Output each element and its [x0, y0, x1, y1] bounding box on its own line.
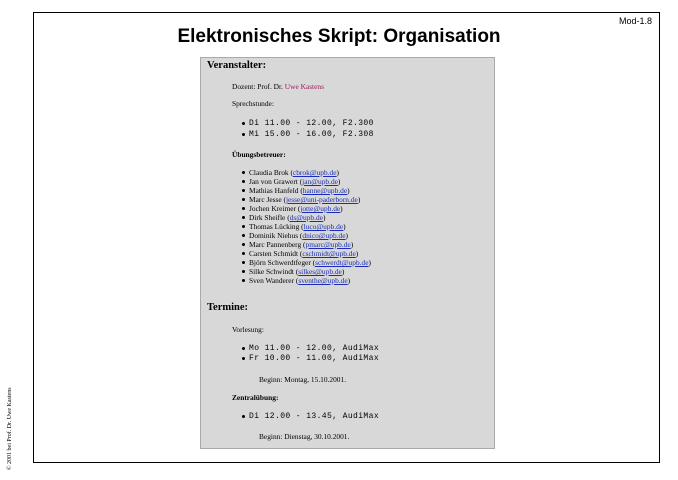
- email-link[interactable]: hanne@upb.de: [302, 186, 348, 195]
- list-item: Marc Pannenberg (pmarc@upb.de): [249, 240, 354, 249]
- list-item: Silke Schwindt (silkes@upb.de): [249, 267, 345, 276]
- list-item: Carsten Schmidt (cschmidt@upb.de): [249, 249, 359, 258]
- zentral-beginn: Beginn: Dienstag, 30.10.2001.: [259, 432, 350, 441]
- zentral-item: Di 12.00 - 13.45, AudiMax: [249, 412, 380, 421]
- list-item: Thomas Lücking (luco@upb.de): [249, 222, 346, 231]
- betreuer-name: Silke Schwindt: [249, 267, 294, 276]
- email-link[interactable]: cschmidt@upb.de: [302, 249, 356, 258]
- dozent-prefix: Dozent: Prof. Dr.: [232, 82, 285, 91]
- email-link[interactable]: ds@upb.de: [289, 213, 323, 222]
- betreuer-name: Marc Pannenberg: [249, 240, 302, 249]
- email-link[interactable]: dnico@upb.de: [302, 231, 346, 240]
- betreuer-name: Jan von Grawert: [249, 177, 298, 186]
- email-link[interactable]: cbrok@upb.de: [292, 168, 337, 177]
- sprechstunde-label: Sprechstunde:: [232, 99, 274, 108]
- email-link[interactable]: jesse@uni-paderborn.de: [285, 195, 358, 204]
- sprechstunde-item: Di 11.00 - 12.00, F2.300: [249, 119, 374, 128]
- list-item: Dirk Sheifle (ds@upb.de): [249, 213, 326, 222]
- email-link[interactable]: jotte@upb.de: [300, 204, 341, 213]
- betreuer-name: Björn Schwerdtfeger: [249, 258, 311, 267]
- zentral-label: Zentralübung:: [232, 393, 279, 402]
- list-item: Sven Wanderer (sventhe@upb.de): [249, 276, 351, 285]
- content-panel: [200, 57, 495, 449]
- email-link[interactable]: sventhe@upb.de: [298, 276, 348, 285]
- betreuer-name: Thomas Lücking: [249, 222, 300, 231]
- betreuer-name: Mathias Hanfeld: [249, 186, 299, 195]
- betreuer-name: Claudia Brok: [249, 168, 289, 177]
- vorlesung-item: Fr 10.00 - 11.00, AudiMax: [249, 354, 380, 363]
- email-link[interactable]: schwerdt@upb.de: [315, 258, 369, 267]
- sprechstunde-item: Mi 15.00 - 16.00, F2.308: [249, 130, 374, 139]
- email-link[interactable]: pmarc@upb.de: [305, 240, 351, 249]
- list-item: Jan von Grawert (jan@upb.de): [249, 177, 341, 186]
- slide-title: Elektronisches Skript: Organisation: [177, 26, 501, 47]
- email-link[interactable]: silkes@upb.de: [298, 267, 342, 276]
- dozent-line: [232, 83, 324, 90]
- list-item: Björn Schwerdtfeger (schwerdt@upb.de): [249, 258, 371, 267]
- email-link[interactable]: jan@upb.de: [302, 177, 338, 186]
- list-item: Marc Jesse (jesse@uni-paderborn.de): [249, 195, 361, 204]
- list-item: Jochen Kreimer (jotte@upb.de): [249, 204, 343, 213]
- vorlesung-beginn: Beginn: Montag, 15.10.2001.: [259, 375, 347, 384]
- betreuer-name: Dirk Sheifle: [249, 213, 286, 222]
- veranstalter-heading: Veranstalter:: [207, 60, 267, 71]
- vorlesung-label: Vorlesung:: [232, 325, 264, 334]
- email-link[interactable]: luco@upb.de: [303, 222, 344, 231]
- copyright-notice: © 2001 bei Prof. Dr. Uwe Kastens: [7, 387, 13, 470]
- slide-id: Mod-1.8: [618, 16, 652, 26]
- list-item: Mathias Hanfeld (hanne@upb.de): [249, 186, 350, 195]
- uebung-label: Übungsbetreuer:: [232, 150, 286, 159]
- betreuer-name: Marc Jesse: [249, 195, 282, 204]
- betreuer-name: Sven Wanderer: [249, 276, 295, 285]
- betreuer-name: Dominik Niehus: [249, 231, 299, 240]
- betreuer-name: Carsten Schmidt: [249, 249, 299, 258]
- dozent-name[interactable]: Uwe Kastens: [284, 82, 324, 91]
- list-item: Claudia Brok (cbrok@upb.de): [249, 168, 339, 177]
- termine-heading: Termine:: [207, 302, 249, 313]
- vorlesung-item: Mo 11.00 - 12.00, AudiMax: [249, 344, 380, 353]
- betreuer-name: Jochen Kreimer: [249, 204, 296, 213]
- list-item: Dominik Niehus (dnico@upb.de): [249, 231, 348, 240]
